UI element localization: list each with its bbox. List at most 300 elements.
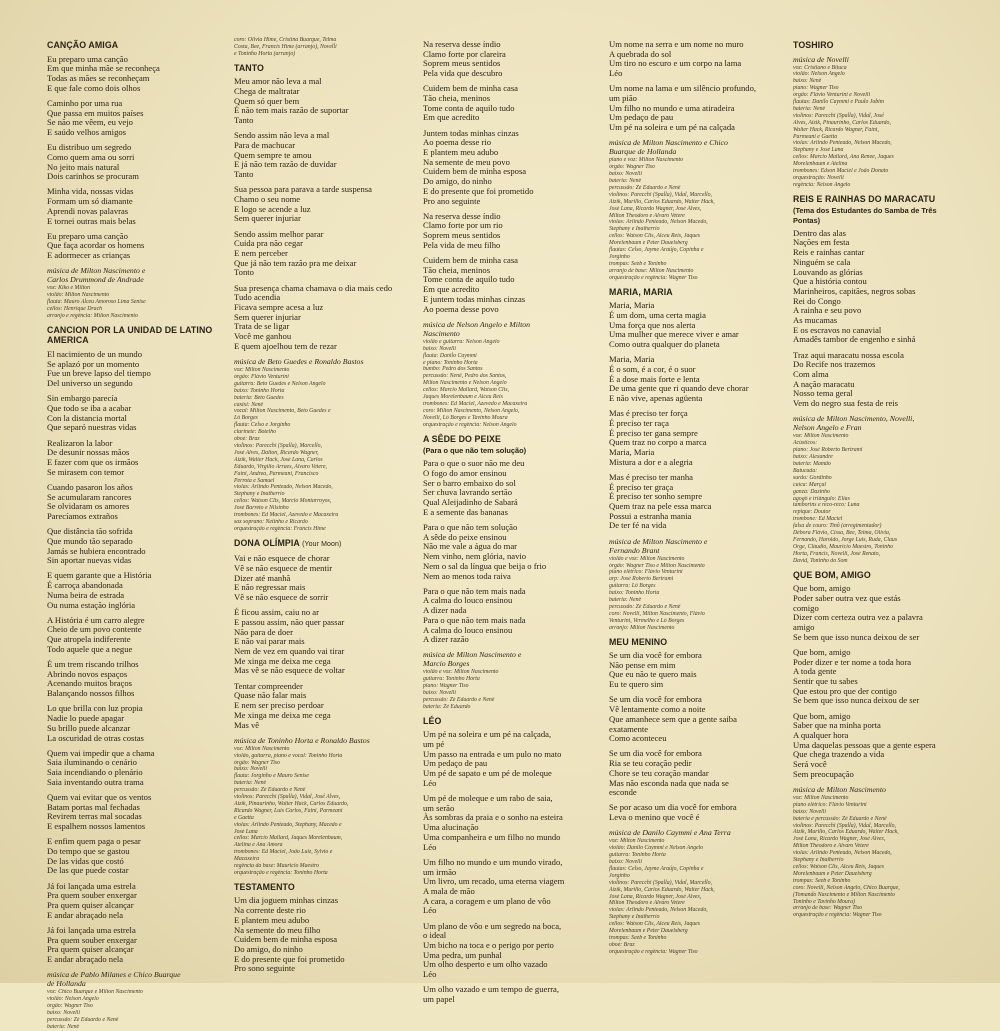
lyric-line: Quem vai evitar que os ventos: [47, 792, 152, 803]
lyric-line: Pra quem quiser alcançar: [47, 944, 134, 955]
lyric-line: o ideal: [423, 930, 447, 941]
song-subtitle: (Tema dos Estudantes do Samba de Três Pontas): [793, 206, 937, 225]
lyric-line: Todas as mães se reconheçam: [47, 72, 150, 83]
musician-line: Morelenbaum e Peter Dauelsberg: [793, 870, 872, 877]
musician-line: Alves, Aizik, Pinaurinho, Carlos Eduardo,: [793, 119, 891, 126]
lyric-line: Do amigo, do ninho: [234, 943, 303, 954]
musician-line: bateria: Beto Guedes: [234, 394, 284, 401]
lyric-line: Um bicho na toca e o perigo por perto: [423, 939, 554, 950]
musician-line: percussão: Zé Eduardo e Nenê: [47, 1016, 119, 1023]
lyric-line: Não me vale a água do mar: [423, 541, 518, 552]
lyric-line: Um olho vazado e um tempo de guerra,: [423, 984, 560, 995]
lyric-line: Numa beira de estrada: [47, 589, 125, 600]
lyrics-column: [609, 40, 781, 975]
musician-line: Macaxeira: [234, 856, 260, 863]
musician-line: trombones: Ed Maciel, João Luiz, Sylvio e: [234, 849, 333, 856]
musician-line: bateria e percussão: Zé Eduardo e Nenê: [793, 815, 887, 822]
lyric-line: E nem perceber: [234, 247, 288, 258]
lyric-line: Uma mulher que merece viver e amar: [609, 329, 739, 340]
lyric-stanza: [609, 409, 781, 467]
lyrics-column: [47, 40, 217, 1030]
lyric-line: Que faça acordar os homens: [47, 240, 145, 251]
musician-line: repique: Doutor: [793, 509, 831, 516]
musician-line: Morelenbaum e Atelina: [793, 161, 848, 168]
song-block: [423, 434, 595, 711]
musician-line: Stephany e Inatherrio: [234, 491, 285, 498]
lyric-line: Que a história contou: [793, 276, 867, 287]
musician-line: orquestração: Novelli: [793, 175, 844, 181]
lyric-line: Me xinga me deixa me cega: [234, 655, 331, 666]
lyric-line: Tome conta de aquilo tudo: [423, 102, 515, 113]
lyric-stanza: [47, 439, 217, 478]
musician-line: baixo: Novelli: [423, 690, 457, 697]
lyric-line: Parecíamos extraños: [47, 510, 118, 521]
lyric-line: E saúdo velhos amigos: [47, 126, 127, 137]
lyric-stanza: [47, 571, 217, 610]
song-title-text: LÉO: [423, 715, 442, 726]
lyric-line: Que mundo tão separado: [47, 535, 133, 546]
lyric-line: E espalhem nossos lamentos: [47, 821, 146, 832]
lyric-line: Um dia joguem minhas cinzas: [234, 895, 339, 906]
lyric-line: E a semente das bananas: [423, 506, 508, 517]
musician-line: baixo: Novelli: [234, 766, 268, 773]
musician-line: baixo: Toninho Horta: [234, 387, 285, 394]
lyric-line: Que separó nuestras vidas: [47, 422, 137, 433]
song-block: [234, 538, 406, 877]
lyric-line: Tonto: [234, 267, 254, 278]
lyric-line: Eu preparo uma canção: [47, 53, 128, 64]
lyric-line: Caminho por uma rua: [47, 97, 123, 108]
lyric-stanza: [423, 84, 595, 123]
lyric-line: Saia incendiando o plenário: [47, 767, 143, 778]
lyric-line: A História é um carro alegre: [47, 614, 145, 625]
musician-line: voz: Milton Nascimento: [793, 794, 849, 801]
musician-line: Stephany e Inatherrio: [793, 857, 844, 864]
song-subtitle: (Para o que não tem solução): [423, 446, 527, 456]
lyric-line: É preciso ter sonho sempre: [609, 491, 703, 502]
musician-line: violinos: Parecchi (Spalla), Marcello,: [234, 442, 322, 449]
lyric-line: Quem sempre te amou: [234, 149, 312, 160]
lyric-line: Em que acredito: [423, 112, 480, 123]
lyric-line: Tanto: [234, 169, 254, 180]
lyric-stanza: [47, 749, 217, 788]
lyric-line: E não regressar mais: [234, 582, 306, 593]
musician-line: órgão: Wagner Tiso: [47, 1003, 93, 1010]
lyric-line: Con la distancia mortal: [47, 412, 127, 423]
song-title: [793, 194, 963, 205]
song-block: [793, 40, 963, 189]
lyric-stanza: [234, 131, 406, 180]
song-title-text: TANTO: [234, 62, 264, 73]
composer-credit: música de Pablo Milanes e Chico Buarque: [47, 970, 181, 980]
lyric-line: A dizer nada: [423, 605, 467, 616]
musician-credits: [793, 65, 963, 189]
composer-credit: Carlos Drummond de Andrade: [47, 275, 144, 285]
lyric-line: Do Recife nos trazemos: [793, 359, 876, 370]
musician-line: guitarra: Toninho Horta: [609, 852, 666, 859]
musician-line: baixo: Novelli: [609, 859, 643, 866]
lyric-line: exatamente: [609, 723, 649, 734]
lyric-line: Amadês tambor de engenho e sinhá: [793, 334, 916, 345]
musician-line: arranjo: Milton Nascimento: [609, 624, 675, 631]
musician-line: trombones: Ed Maciel, Azevedo e Macaxeira: [234, 512, 339, 519]
lyric-stanza: [47, 55, 217, 94]
musician-line: violão e voz: Milton Nascimento: [423, 669, 499, 676]
lyric-stanza: [234, 682, 406, 731]
lyric-stanza: [423, 858, 595, 916]
lyric-stanza: [423, 730, 595, 788]
lyric-line: um pião: [609, 93, 637, 104]
song-block: [47, 325, 217, 1031]
lyric-line: Uma pedra, um punhal: [423, 949, 502, 960]
song-title: [234, 538, 406, 551]
musician-line: baixo: Toninho Horta: [609, 590, 660, 597]
lyric-line: um papel: [423, 993, 455, 1004]
lyric-line: Balançando nossos filhos: [47, 688, 135, 699]
lyric-line: Como aconteceu: [609, 733, 667, 744]
musician-line: flauta: Mauro Alceu Amoroso Lima Senise: [47, 299, 146, 306]
lyric-line: Nações em festa: [793, 237, 850, 248]
musician-line: guitarra: Beto Guedes e Nelson Angelo: [234, 380, 326, 387]
musician-line: trompas: Seeb e Toninho: [609, 260, 667, 267]
musician-line: baixo: Nenê: [793, 78, 822, 85]
lyric-line: Vem do negro sua festa de reis: [793, 398, 898, 409]
composer-credit: música de Milton Nascimento e: [609, 536, 708, 546]
lyric-line: E não vive, apenas agüenta: [609, 392, 703, 403]
lyric-line: É o som, é a cor, é o suor: [609, 363, 696, 374]
song-block: [234, 882, 406, 974]
lyric-line: Leva o menino que você é: [609, 812, 700, 823]
lyric-line: Às sombras da praia e o sonho na esteira: [423, 812, 563, 823]
lyric-line: De uma gente que ri quando deve chorar: [609, 383, 749, 394]
composer-credit: música de Beto Guedes e Ronaldo Bastos: [234, 357, 364, 366]
lyric-line: Tão cheia, meninos: [423, 264, 491, 275]
musician-line: bateria: Nenê: [609, 178, 642, 185]
lyric-line: É um trem riscando trilhos: [47, 659, 139, 670]
lyric-line: Que bom, amigo: [793, 583, 851, 594]
lyric-line: Um nome na serra e um nome no muro: [609, 39, 744, 49]
musician-line: piano: Wagner Tiso: [423, 683, 469, 690]
lyric-stanza: [47, 527, 217, 566]
song-title-text: DONA OLÍMPIA: [234, 537, 300, 548]
lyric-line: Eu te quero sim: [609, 679, 664, 690]
lyric-line: Como outra qualquer do planeta: [609, 338, 720, 349]
lyric-line: Cuando pasaron los años: [47, 481, 133, 492]
composer-credit: música de Milton Nascimento, Novelli,: [793, 414, 915, 424]
lyric-line: Um pé na soleira e um pé na calçada: [609, 122, 735, 133]
lyric-line: um serão: [423, 802, 455, 813]
musician-line: bateria: Zé Eduardo: [423, 703, 471, 710]
lyric-line: Cuidem bem de minha casa: [423, 255, 518, 266]
musician-line: Débora Flávio, Cissa, Bee, Telma, Olivia,: [793, 530, 891, 537]
musician-line: coro: Novelli, Milton Nascimento, Flávio: [609, 610, 705, 617]
musician-line: guitarra: Toninho Horta: [423, 676, 480, 683]
lyric-line: De ter fé na vida: [609, 520, 667, 531]
lyric-stanza: [47, 483, 217, 522]
musician-line: Stephany e Inatherrio: [609, 914, 660, 921]
lyric-line: Ninguém se cala: [793, 256, 851, 267]
lyric-line: Que todo se iba a acabar: [47, 402, 132, 413]
lyric-line: Com alma: [793, 369, 829, 380]
musician-line: trombone: Ed Maciel: [793, 516, 843, 523]
lyric-line: Realizaron la labor: [47, 437, 113, 448]
lyric-line: Eu distribuo um segredo: [47, 142, 132, 153]
musician-line: bateria: Nenê: [234, 780, 267, 787]
lyric-line: Meu amor não leva a mal: [234, 76, 322, 87]
composer-credit: música de Danilo Caymmi e Ana Terra: [609, 828, 731, 838]
musician-line: flautas: Danilo Caymmi e Paulo Jobim: [793, 99, 884, 106]
musician-line: trompas: Seeb e Toninho: [609, 935, 667, 942]
lyric-line: A calma do louco ensinou: [423, 624, 513, 635]
musician-line: Milton Theodoro e Alvaro Vetere: [609, 212, 685, 219]
musician-line: baixo: Novelli: [423, 345, 457, 352]
lyric-line: Uma daquelas pessoas que a gente espera: [793, 739, 936, 750]
lyric-line: Acenando muitos braços: [47, 678, 132, 689]
lyric-line: Nem vinho, nem glória, navio: [423, 551, 527, 562]
lyric-line: Uma alucinação: [423, 822, 479, 833]
musician-line: Jorginho: [609, 872, 630, 879]
lyric-line: Cuidem bem de minha casa: [423, 83, 518, 94]
lyric-stanza: [47, 926, 217, 965]
musician-line: José Lana, Ricardo Wagner, José Alves,: [609, 893, 702, 900]
lyric-line: Sua presença chama chamava o dia mais cedo: [234, 282, 393, 293]
musician-line: tamborins e reco-reco: Luna: [793, 502, 860, 509]
song-title: [609, 287, 781, 298]
lyric-line: Vai e não esquece de chorar: [234, 553, 330, 564]
lyric-stanza: [609, 355, 781, 404]
lyric-line: Sua pessoa para parava a tarde suspensa: [234, 184, 372, 195]
lyric-line: Ao poema desse povo: [423, 303, 499, 314]
lyric-line: É a dose mais forte e lenta: [609, 373, 700, 384]
lyric-line: El nacimiento de un mundo: [47, 348, 142, 359]
song-title-text: TOSHIRO: [793, 40, 834, 50]
musician-line: voz: Milton Nascimento: [234, 745, 290, 752]
lyric-stanza: [47, 837, 217, 876]
lyric-line: Mas é preciso ter manha: [609, 471, 693, 482]
lyric-stanza: [793, 648, 963, 706]
musician-line: violão e voz: Milton Nascimento: [609, 555, 685, 562]
lyric-line: Mas não esconda nada que nada se: [609, 777, 729, 788]
lyric-line: Pro sono seguinte: [234, 963, 296, 974]
musician-line: coro: Novelli, Nelson Angelo, Chico Buarque,: [793, 884, 900, 891]
lyric-line: É preciso ter graça: [609, 481, 674, 492]
lyric-line: Tão cheia, meninos: [423, 93, 491, 104]
lyric-line: E plantem meu adubo: [423, 147, 499, 158]
musician-line: Aizik, Murillo, Carlos Eduardo, Walter Hack,: [609, 886, 715, 893]
lyric-line: E os escravos no canavial: [793, 324, 882, 335]
lyric-line: Sem querer injuriar: [234, 213, 301, 224]
musician-line: cellos: Watson Clis, Alceu Reis, Jaques: [609, 233, 700, 240]
lyric-line: Tanto: [234, 115, 254, 126]
musician-credits: [793, 795, 963, 919]
composer-credit: Nascimento: [423, 328, 460, 338]
lyric-stanza: [609, 803, 781, 822]
lyric-line: Dizer com certeza outra vez a palavra: [793, 612, 923, 623]
lyric-stanza: [47, 232, 217, 261]
song-title: [234, 63, 406, 74]
composer-credit: música de Milton Nascimento e: [47, 266, 146, 276]
musician-line: piano e voz: Milton Nascimento: [609, 157, 684, 164]
lyric-line: Chore se teu coração mandar: [609, 767, 709, 778]
composer-credit: música de Milton Nascimento e: [423, 650, 522, 660]
musician-line: Atelina e Ana Amora: [234, 842, 283, 849]
musician-line: violas: Arlindo Penteado, Nelson Macedo,: [793, 140, 892, 147]
musician-line: violinos: Parecchi (Spalla), Vidal, Marcello,: [609, 879, 712, 886]
musician-line: Faini, Andrea, Parmeani, Francisco: [234, 470, 319, 477]
lyric-line: Juntem todas minhas cinzas: [423, 127, 519, 138]
lyric-line: Sendo assim não leva a mal: [234, 130, 330, 141]
musician-line: baixo: Novelli: [47, 1009, 81, 1016]
lyric-line: Sin aportar nuevas vidas: [47, 555, 132, 566]
musician-line: baixo: Alexandre: [793, 454, 833, 461]
lyric-line: E plantem meu adubo: [234, 914, 310, 925]
musician-line: Toninho e Tavinho Moura): [793, 898, 855, 905]
musician-line: Aizik, Pinaurinho, Walter Hack, Carlos Eduardo,: [234, 800, 349, 807]
musician-credits: [423, 339, 595, 429]
lyric-stanza: [423, 212, 595, 251]
lyric-line: Um pé na soleira e um pé na calçada,: [423, 729, 552, 740]
lyric-line: Pra quem souber enxergar: [47, 890, 137, 901]
musician-line: falsa de couro: Tinô (arregimentador): [793, 523, 882, 530]
lyric-line: E do presente que foi prometido: [423, 185, 534, 196]
musician-line: orquestração e regência: Francis Hime: [234, 525, 326, 532]
lyric-line: Formam um só diamante: [47, 196, 133, 207]
song-title-text: REIS E RAINHAS DO MARACATU: [793, 193, 936, 204]
song-title: [423, 716, 595, 727]
song-block: [793, 194, 963, 565]
lyric-line: Se acumularam rancores: [47, 491, 132, 502]
musician-line: David, Toninho do Som: [793, 557, 848, 564]
musician-line: baixo: Novelli: [609, 171, 643, 178]
musician-line: violinos: Parecchi (Spalla), Vidal, José: [793, 112, 884, 119]
musician-line: violão, guitarra, piano e vocal: Toninho Horta: [234, 752, 343, 759]
musician-line: violas: Arlindo Penteado, Nelson Macedo,: [609, 219, 708, 226]
musician-credits: [423, 669, 595, 710]
lyric-line: Nem de vez em quando vai tirar: [234, 646, 345, 657]
lyric-stanza: [234, 230, 406, 279]
lyric-stanza: [47, 704, 217, 743]
musician-line: piano elétrico: Flávio Venturini: [609, 569, 683, 576]
lyric-line: Que bom, amigo: [793, 646, 851, 657]
musician-line: órgão: Flávio Venturini e Novelli: [793, 92, 871, 99]
musician-line: arp: José Roberto Bertrami: [609, 576, 674, 583]
musician-line: Milton Nascimento e Nelson Angelo: [423, 380, 507, 387]
musician-line: José Lana: [234, 828, 258, 835]
lyric-line: Um pé de moleque e um rabo de saia,: [423, 793, 553, 804]
musician-line: Stephany e José Lana: [793, 147, 844, 154]
lyric-line: Já foi lançada uma estrela: [47, 880, 136, 891]
lyric-line: Sendo assim melhor parar: [234, 228, 324, 239]
musician-line: e piano: Toninho Horta: [423, 359, 478, 366]
lyric-line: Ria se teu coração pedir: [609, 758, 692, 769]
musician-line: oboé: Braz: [609, 941, 635, 948]
lyric-line: Um tiro no escuro e um corpo na lama: [609, 58, 742, 69]
lyric-stanza: [234, 77, 406, 126]
lyric-line: E andar abraçado nela: [47, 954, 124, 965]
song-title: [423, 434, 595, 445]
lyric-line: De desunir nossas mãos: [47, 447, 130, 458]
lyric-line: Qual Aleijadinho de Sabará: [423, 497, 518, 508]
lyric-line: Pela vida de meu filho: [423, 239, 501, 250]
musician-credits: [609, 838, 781, 955]
lyric-line: Aprendi novas palavras: [47, 205, 129, 216]
lyric-line: Um plano de vôo e um segredo na boca,: [423, 920, 562, 931]
musician-line: Aizik, Walter Hack, José Lana, Carlos: [234, 456, 323, 463]
lyric-line: Pela vida que descubro: [423, 68, 503, 79]
lyric-line: E tornei outras mais belas: [47, 215, 136, 226]
lyric-line: esconde: [609, 787, 637, 798]
lyric-line: Poder dizer e ter nome a toda hora: [793, 656, 912, 667]
lyric-line: A cara, a coragem e um plano de vôo: [423, 895, 551, 906]
musician-credits: [234, 746, 406, 877]
lyric-line: Mas vê: [234, 719, 260, 730]
musician-line: bateria: Nenê: [793, 105, 826, 112]
musician-line: cellos: Henrique Drach: [47, 306, 103, 313]
song-title-text: MARIA, MARIA: [609, 286, 673, 297]
musician-line: violas: Arlindo Penteado, Nelson Macedo,: [609, 907, 708, 914]
lyric-line: Cuidem bem de minha esposa: [234, 934, 338, 945]
lyric-stanza: [793, 229, 963, 345]
lyric-line: Clamo forte por um rio: [423, 220, 503, 231]
lyric-line: Se mirasem con temor: [47, 466, 125, 477]
lyric-line: Dentro das alas: [793, 227, 846, 238]
lyric-line: um pé: [423, 739, 445, 750]
lyric-line: Na corrente deste rio: [234, 905, 306, 916]
lyric-line: Que atropela indiferente: [47, 634, 131, 645]
lyric-line: Léo: [423, 969, 437, 980]
musician-line: orquestração e regência: Toninho Horta: [234, 870, 328, 877]
lyric-stanza: [47, 394, 217, 433]
musician-line: José Alves, Dalton, Ricardo Wagner,: [234, 449, 319, 456]
lyric-line: Revirem terras mal socadas: [47, 811, 142, 822]
lyric-line: Se um dia você for embora: [609, 748, 702, 759]
lyric-line: Em que acredito: [423, 284, 480, 295]
musician-line: Horta, Francis, Novelli, José Renato,: [793, 550, 880, 557]
musician-line: voz: Milton Nascimento: [234, 367, 290, 373]
lyric-line: Se um dia você for embora: [609, 650, 702, 661]
song-block: [47, 40, 217, 320]
lyric-line: Trata de se ligar: [234, 321, 290, 332]
lyric-line: Vê se não esquece de mentir: [234, 562, 333, 573]
musician-line: órgão: Wagner Tiso: [609, 164, 655, 171]
musician-line: cellos: Marcio Mallard, Ana Renee, Jaques: [793, 154, 894, 161]
musician-line: regência da base: Mauricio Maestro: [234, 863, 319, 870]
lyric-stanza: [234, 896, 406, 974]
lyric-stanza: [47, 616, 217, 655]
musician-line: Perrota e Samuel: [234, 477, 275, 484]
lyric-line: A quebrada do sol: [609, 48, 672, 59]
composer-credit: música de Milton Nascimento e Chico: [609, 138, 728, 148]
lyric-line: Se não me vêem, eu vejo: [47, 117, 133, 128]
composer-credit: música de Milton Nascimento: [793, 784, 886, 794]
musician-line: violas: Arlindo Penteado, Nelson Macedo,: [234, 484, 333, 491]
musician-line: vocal: Milton Nascimento, Beto Guedes e: [234, 408, 331, 415]
musician-line: piano: Wagner Tiso: [793, 85, 839, 92]
lyric-line: Quase não falar mais: [234, 690, 307, 701]
lyric-line: Poder saber outra vez que estás: [793, 592, 901, 603]
musician-line: Parmeani e Gaetta: [793, 133, 838, 140]
lyric-line: Vê lentamente como a noite: [609, 704, 706, 715]
musician-line: percussão: Nenê, Pedro dos Santos,: [423, 373, 507, 380]
musician-line: coro: Milton Nascimento, Nelson Angelo,: [423, 407, 520, 414]
musician-line: Acústicos:: [793, 440, 818, 447]
lyric-line: E nem ser preciso perdoar: [234, 700, 324, 711]
lyric-line: Clamo forte por clareira: [423, 48, 506, 59]
lyric-stanza: [47, 99, 217, 138]
song-block: [609, 637, 781, 956]
musician-line: percussão: Zé Eduardo e Nenê: [609, 184, 681, 191]
lyric-stanza: [423, 256, 595, 314]
